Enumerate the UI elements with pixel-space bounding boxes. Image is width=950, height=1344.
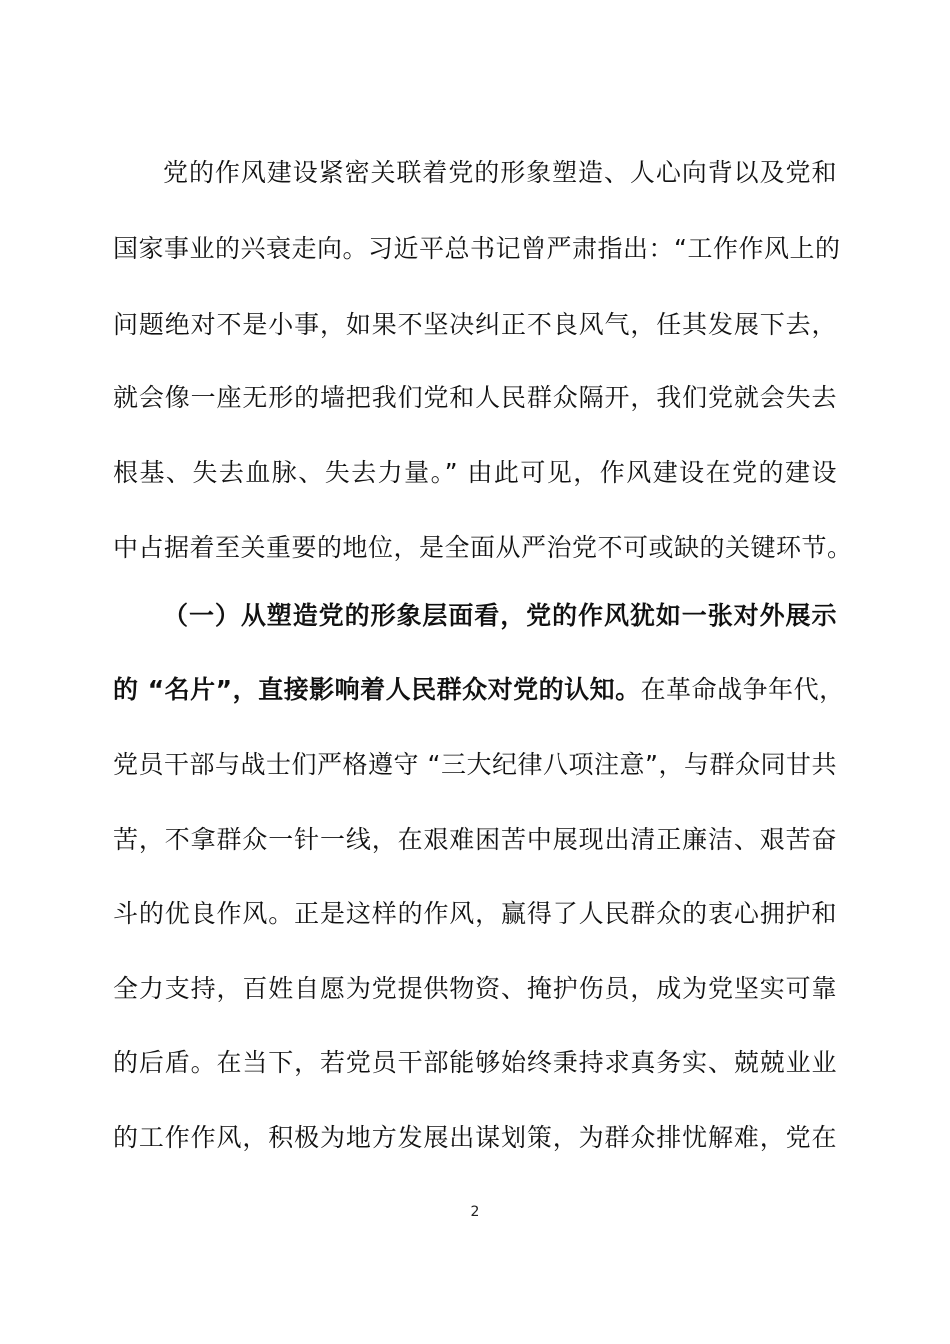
paragraph-1-line-3: 问题绝对不是小事，如果不坚决纠正不良风气，任其发展下去， — [113, 310, 837, 339]
section-heading-line-2 — [113, 670, 845, 710]
paragraph-2-line-5: 斗的优良作风。正是这样的作风，赢得了人民群众的衷心拥护和 — [113, 899, 837, 928]
page-number: 2 — [470, 1204, 480, 1220]
paragraph-2-line-8: 的工作作风，积极为地方发展出谋划策，为群众排忧解难，党在 — [113, 1123, 837, 1152]
section-heading-rest: 在革命战争年代， — [640, 675, 845, 704]
paragraph-1-line-2: 国家事业的兴衰走向。习近平总书记曾严肃指出：“工作作风上的 — [113, 234, 841, 263]
paragraph-1-line-6: 中占据着至关重要的地位，是全面从严治党不可或缺的关键环节。 — [113, 533, 853, 562]
paragraph-2-line-7: 的后盾。在当下，若党员干部能够始终秉持求真务实、兢兢业业 — [113, 1048, 837, 1077]
paragraph-1-line-4: 就会像一座无形的墙把我们党和人民群众隔开，我们党就会失去 — [113, 383, 837, 412]
section-heading-line-1: （一）从塑造党的形象层面看，党的作风犹如一张对外展示 — [163, 601, 837, 630]
paragraph-1-line-5: 根基、失去血脉、失去力量。” 由此可见，作风建设在党的建设 — [113, 458, 837, 487]
paragraph-1-line-1: 党的作风建设紧密关联着党的形象塑造、人心向背以及党和 — [163, 158, 837, 187]
paragraph-2-line-4: 苦，不拿群众一针一线，在艰难困苦中展现出清正廉洁、艰苦奋 — [113, 825, 837, 854]
paragraph-2-line-3: 党员干部与战士们严格遵守 “三大纪律八项注意”，与群众同甘共 — [113, 750, 837, 779]
section-heading-bold-tail: 的 “名片”，直接影响着人民群众对党的认知。 — [113, 675, 641, 704]
paragraph-2-line-6: 全力支持，百姓自愿为党提供物资、掩护伤员，成为党坚实可靠 — [113, 974, 837, 1003]
